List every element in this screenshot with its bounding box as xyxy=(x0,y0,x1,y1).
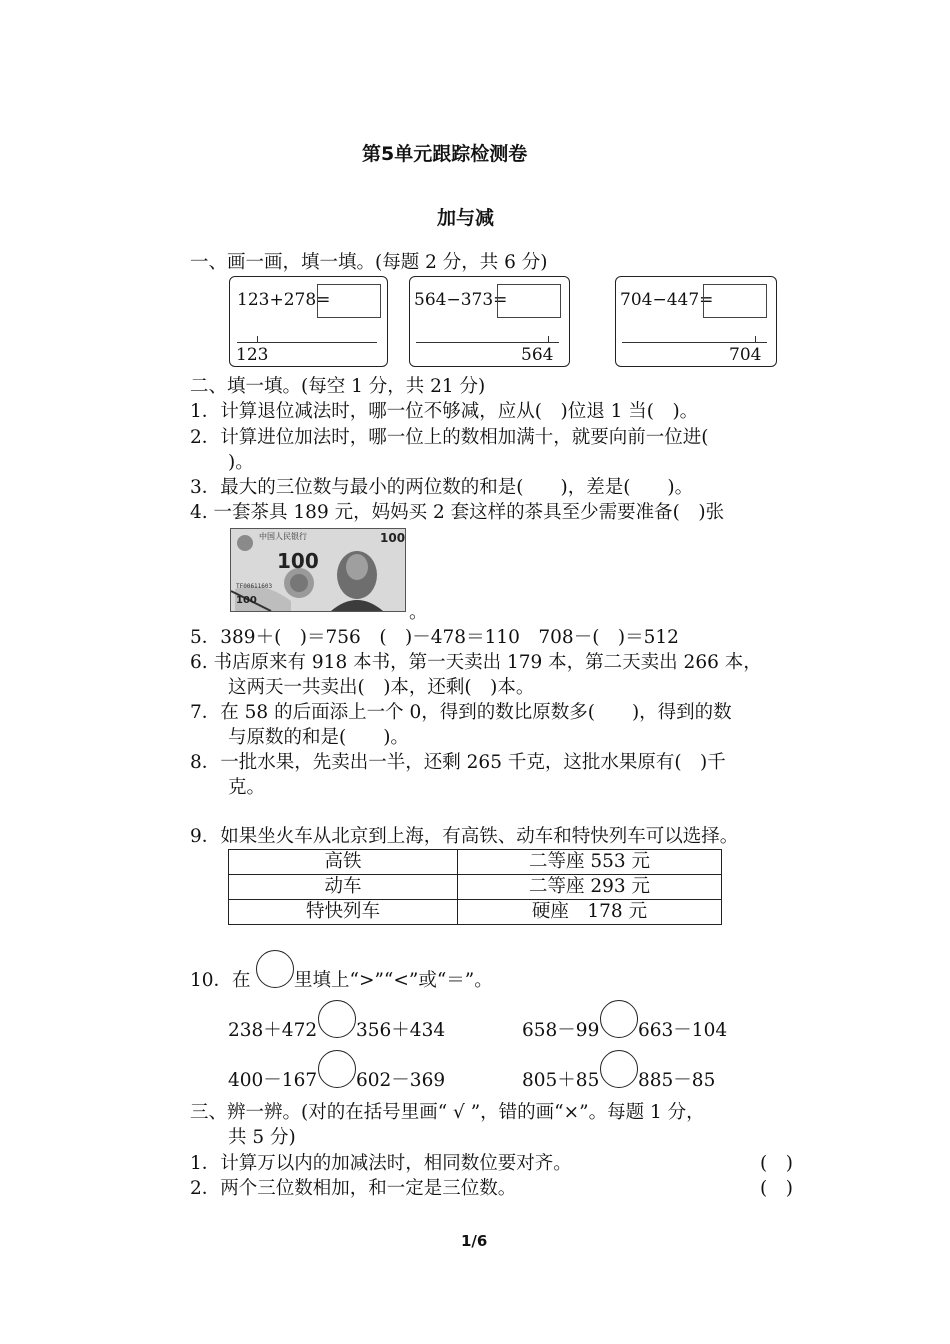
section3-heading-line2: 共 5 分) xyxy=(228,1127,296,1148)
question-6-line2: 这两天一共卖出( )本，还剩( )本。 xyxy=(228,677,535,698)
judge-item-2-answer[interactable]: ( ) xyxy=(760,1178,793,1199)
table-row xyxy=(229,850,722,875)
question-7-line2: 与原数的和是( )。 xyxy=(228,727,409,748)
box1-label: 123 xyxy=(236,345,269,365)
question-2-line1: 2．计算进位加法时，哪一位上的数相加满十，就要向前一位进( xyxy=(190,427,709,448)
number-line-box-3 xyxy=(615,276,777,367)
box3-expression: 704−447= xyxy=(620,290,714,310)
train-type-cell: 高铁 xyxy=(229,850,458,875)
question-3: 3．最大的三位数与最小的两位数的和是( )，差是( )。 xyxy=(190,477,694,498)
train-fare-table xyxy=(228,849,722,925)
box2-tick xyxy=(548,336,549,342)
compare-4-circle[interactable] xyxy=(600,1050,638,1088)
question-6-line1: 6. 书店原来有 918 本书，第一天卖出 179 本，第二天卖出 266 本， xyxy=(190,652,762,673)
number-line-box-1 xyxy=(229,276,388,367)
box2-answer-field[interactable] xyxy=(497,284,561,318)
box3-tick xyxy=(755,336,756,342)
question-4-end: 。 xyxy=(409,602,428,623)
compare-3-circle[interactable] xyxy=(318,1050,356,1088)
banknote-serial: TF00611603 xyxy=(236,583,273,590)
box2-label: 564 xyxy=(521,345,554,365)
box1-expression: 123+278= xyxy=(237,290,331,310)
question-7-line1: 7．在 58 的后面添上一个 0，得到的数比原数多( )，得到的数 xyxy=(190,702,732,723)
banknote-value-corner: 100 xyxy=(380,531,406,545)
question-1: 1．计算退位减法时，哪一位不够减，应从( )位退 1 当( )。 xyxy=(190,401,699,422)
table-row xyxy=(229,875,722,900)
train-fare-cell: 二等座 553 元 xyxy=(458,850,722,875)
compare-3-right: 602－369 xyxy=(356,1070,446,1091)
box3-answer-field[interactable] xyxy=(703,284,767,318)
compare-2-right: 663－104 xyxy=(638,1020,728,1041)
judge-item-2-text: 2．两个三位数相加，和一定是三位数。 xyxy=(190,1178,517,1199)
train-fare-cell: 硬座 178 元 xyxy=(458,900,722,925)
number-line-box-2 xyxy=(409,276,570,367)
question-8-line2: 克。 xyxy=(228,777,266,798)
page-title: 第5单元跟踪检测卷 xyxy=(362,143,528,165)
table-row xyxy=(229,900,722,925)
box1-tick xyxy=(257,336,258,342)
box1-answer-field[interactable] xyxy=(317,284,381,318)
emblem-icon xyxy=(237,535,253,551)
judge-item-1-text: 1．计算万以内的加减法时，相同数位要对齐。 xyxy=(190,1153,572,1174)
banknote-value-bottom: 100 xyxy=(236,595,257,606)
question-4: 4. 一套茶具 189 元，妈妈买 2 套这样的茶具至少需要准备( )张 xyxy=(190,502,725,523)
box2-number-line xyxy=(416,342,559,343)
compare-2-circle[interactable] xyxy=(600,1000,638,1038)
judge-item-1-answer[interactable]: ( ) xyxy=(760,1153,793,1174)
compare-4-right: 885－85 xyxy=(638,1070,716,1091)
banknote-bank-name: 中国人民银行 xyxy=(259,532,307,541)
banknote-value-large: 100 xyxy=(277,549,319,573)
section3-heading-line1: 三、辨一辨。(对的在括号里画“ √ ”，错的画“×”。每题 1 分， xyxy=(190,1102,705,1123)
box2-expression: 564−373= xyxy=(414,290,508,310)
page-subtitle: 加与减 xyxy=(437,207,495,229)
train-fare-cell: 二等座 293 元 xyxy=(458,875,722,900)
page-number: 1/6 xyxy=(461,1232,488,1250)
question-9: 9．如果坐火车从北京到上海，有高铁、动车和特快列车可以选择。 xyxy=(190,826,739,847)
question-2-line2: )。 xyxy=(228,452,254,473)
question-10-prefix: 10．在 xyxy=(190,970,251,991)
section2-heading: 二、填一填。(每空 1 分，共 21 分) xyxy=(190,376,486,397)
question-8-line1: 8．一批水果，先卖出一半，还剩 265 千克，这批水果原有( )千 xyxy=(190,752,726,773)
box3-label: 704 xyxy=(729,345,762,365)
train-type-cell: 动车 xyxy=(229,875,458,900)
box3-number-line xyxy=(622,342,767,343)
compare-1-circle[interactable] xyxy=(318,1000,356,1038)
question-5: 5．389＋( )＝756 ( )－478＝110 708－( )＝512 xyxy=(190,627,679,648)
compare-4-left: 805＋85 xyxy=(522,1070,600,1091)
compare-1-left: 238＋472 xyxy=(228,1020,318,1041)
compare-3-left: 400－167 xyxy=(228,1070,318,1091)
banknote-100-yuan-image xyxy=(230,528,406,612)
train-type-cell: 特快列车 xyxy=(229,900,458,925)
example-circle-icon xyxy=(256,950,294,988)
section1-heading: 一、画一画，填一填。(每题 2 分，共 6 分) xyxy=(190,252,548,273)
compare-2-left: 658－99 xyxy=(522,1020,600,1041)
question-10-suffix: 里填上“>”“<”或“＝”。 xyxy=(294,970,493,991)
compare-1-right: 356＋434 xyxy=(356,1020,446,1041)
box1-number-line xyxy=(237,342,377,343)
